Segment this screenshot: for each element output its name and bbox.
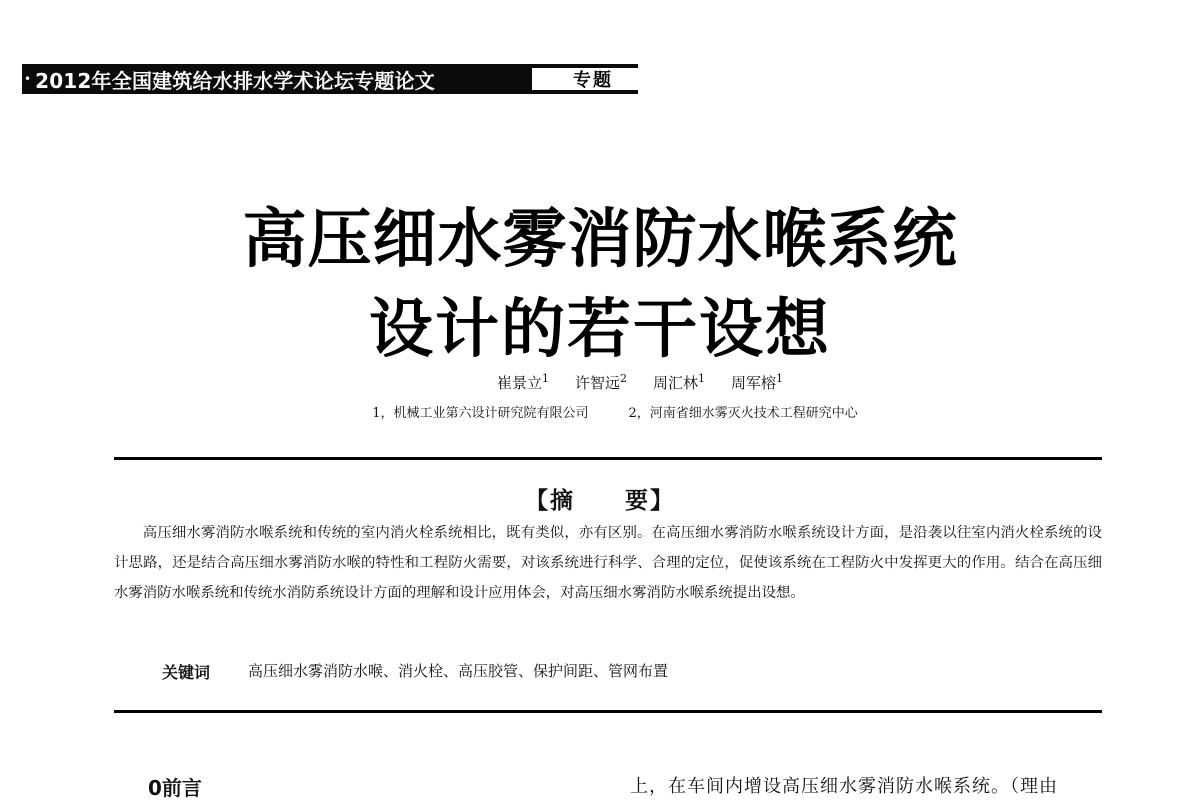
author: 崔景立$^1$ [496,372,549,392]
affiliation: 2，河南省细水雾灭火技术工程研究中心 [628,406,858,421]
title-line-1: 高压细水雾消防水喉系统 [242,203,958,277]
author: 周军榕$^1$ [731,372,784,392]
keywords-text: 高压细水雾消防水喉、消火栓、高压胶管、保护间距、管网布置 [248,662,669,680]
divider-top [114,457,1102,460]
column-2-text: 上，在车间内增设高压细水雾消防水喉系统。（理由 [630,776,1058,797]
keywords-row [162,660,668,683]
keywords-label: 关键词 [162,663,211,682]
banner-bullet: • [24,72,32,86]
affiliation-list [0,402,1200,421]
title-line-2: 设计的若干设想 [369,293,831,367]
banner-text: 2012年全国建筑给水排水学术论坛专题论文 [35,68,435,93]
author: 许智远$^2$ [574,372,627,392]
section-heading: 0前言 [148,776,202,800]
abstract-heading: 【摘 要】 [525,487,675,514]
affiliation: 1，机械工业第六设计研究院有限公司 [372,406,589,421]
divider-bottom [114,710,1102,713]
banner-tag: 专题 [532,68,654,90]
author-list [0,372,1200,393]
journal-banner [22,64,638,94]
abstract-body: 高压细水雾消防水喉系统和传统的室内消火栓系统相比，既有类似，亦有区别。在高压细水雾消防水喉系统设计方面，是沿袭以往室内消火栓系统的设计思路，还是结合高压细水雾消防水喉的特性和工程防火需要，对该系统进行科学、合理的定位，促使该系统在工程防火中发挥更大的作用。结合在高压细水雾消防水喉系统和传统水消防系统设计方面的理解和设计应用体会，对高压细水雾消防水喉系统提出设想。 [114,525,1102,601]
author: 周汇林$^1$ [653,372,706,392]
